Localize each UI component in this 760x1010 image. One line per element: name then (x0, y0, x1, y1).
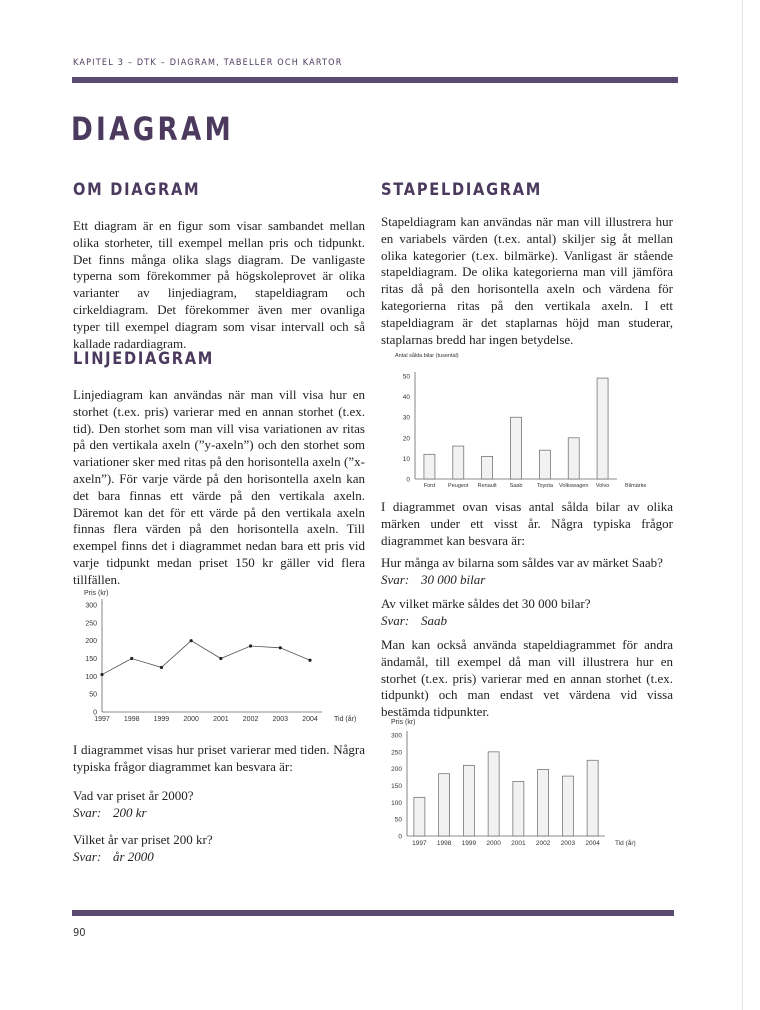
x-tick-label: 1998 (436, 840, 452, 847)
data-point (219, 657, 222, 660)
y-tick-label: 50 (402, 373, 410, 381)
answer-value: Saab (421, 612, 447, 628)
data-point (130, 657, 133, 660)
question-1-right (381, 555, 663, 589)
x-tick-label: 2001 (213, 716, 229, 723)
bar (453, 446, 464, 479)
y-tick-label: 250 (391, 749, 402, 757)
question-1-left (73, 788, 194, 822)
heading-om-diagram: OM DIAGRAM (73, 180, 201, 200)
data-point (100, 673, 103, 676)
x-axis-label: Tid (år) (334, 716, 357, 723)
bar (482, 456, 493, 479)
page-edge-line (742, 0, 743, 1010)
x-tick-label: 1997 (94, 716, 110, 723)
bar (597, 378, 608, 479)
question-text: Vilket år var priset 200 kr? (73, 832, 213, 847)
y-tick-label: 200 (85, 638, 97, 646)
line-chart-price (72, 585, 372, 725)
question-text: Hur många av bilarna som såldes var av märket Saab? (381, 555, 663, 570)
answer-text (381, 572, 663, 589)
y-axis-label: Pris (kr) (84, 590, 109, 597)
x-tick-label: 2002 (242, 716, 259, 723)
x-tick-label: 1997 (412, 840, 427, 847)
y-tick-label: 100 (391, 799, 402, 807)
paragraph-linjediagram: Linjediagram kan användas när man vill visa hur en storhet (t.ex. pris) varierar med en annan storhet (t.ex. tid). Den storhet som man vill visa variationen av ritas på den vertikala axeln (”y-axeln”) och den storhet som variationer sker med ritas på den horisontella axeln (”x-axeln”). För varje värde på den horisontella axeln kan det bara finnas ett värde på den vertikala axeln. Däremot kan det för ett värde på den vertikala axeln finnas flera värden på den horisontella axeln. Till exempel finns det i diagrammet nedan bara ett pris vid varje tidpunkt medan priset 150 kr gäller vid flera tillfällen. (73, 387, 365, 587)
price-series-line (102, 641, 310, 675)
x-axis-label: Tid (år) (615, 840, 636, 847)
answer-label: Svar: (381, 571, 410, 587)
answer-value: år 2000 (113, 848, 154, 864)
x-tick-label: 2000 (486, 840, 501, 847)
heading-stapeldiagram: STAPELDIAGRAM (381, 180, 543, 200)
y-axis-label: Antal sålda bilar (tusental) (395, 353, 459, 359)
bar (511, 417, 522, 479)
y-tick-label: 40 (402, 394, 410, 402)
x-tick-label: 2004 (585, 840, 600, 847)
y-tick-label: 30 (402, 414, 410, 422)
data-point (279, 646, 282, 649)
y-tick-label: 50 (89, 691, 97, 699)
x-tick-label: 2004 (302, 716, 318, 723)
bar-chart-price (381, 713, 681, 853)
answer-label: Svar: (73, 848, 102, 864)
question-2-left (73, 832, 213, 866)
paragraph-bar-chart-questions: I diagrammet ovan visas antal sålda bilar av olika märken under ett visst år. Några typiska frågor diagrammet kan besvara är: (381, 499, 673, 548)
y-tick-label: 10 (402, 455, 410, 463)
question-2-right (381, 596, 591, 630)
paragraph-stapel-more: Man kan också använda stapeldiagrammet för andra ändamål, till exempel då man vill illustrera hur en storhet (t.ex. pris) varierar med en annan storhet (t.ex. tidpunkt) och man endast vet värdena vid vissa bestämda tidpunkter. (381, 637, 673, 720)
answer-text (381, 613, 591, 630)
x-tick-label: Ford (423, 483, 436, 489)
x-tick-label: 2003 (560, 840, 576, 847)
bar (439, 774, 450, 836)
answer-value: 30 000 bilar (421, 571, 486, 587)
answer-label: Svar: (73, 804, 102, 820)
x-tick-label: Volkswagen (559, 483, 589, 489)
heading-linjediagram: LINJEDIAGRAM (73, 349, 215, 369)
y-tick-label: 0 (398, 833, 402, 841)
y-tick-label: 250 (85, 620, 97, 628)
bar (424, 454, 435, 479)
bar (463, 765, 474, 836)
bar (539, 450, 550, 479)
bar (513, 781, 524, 836)
x-tick-label: Renault (477, 483, 497, 489)
answer-value: 200 kr (113, 804, 147, 820)
bar (562, 776, 573, 836)
x-tick-label: 1998 (123, 716, 140, 723)
x-tick-label: 2000 (183, 716, 199, 723)
y-tick-label: 100 (85, 673, 97, 681)
question-text: Av vilket märke såldes det 30 000 bilar? (381, 596, 591, 611)
y-tick-label: 300 (391, 732, 402, 740)
x-axis-label: Bilmärke (625, 483, 647, 489)
bar (414, 797, 425, 836)
y-tick-label: 0 (93, 709, 97, 717)
paragraph-om-diagram: Ett diagram är en figur som visar sambandet mellan olika storheter, till exempel mellan pris och tidpunkt. Det finns många olika slags diagram. De vanligaste typerna som förekommer på högskoleprovet är olika varianter av linjediagram, stapeldiagram och cirkeldiagram. Det förekommer även mer ovanliga typer till exempel diagram som visar intervall och så kallade radardiagram. (73, 218, 365, 351)
bar (568, 438, 579, 479)
y-tick-label: 20 (402, 435, 410, 443)
x-tick-label: Volvo (595, 483, 610, 489)
y-tick-label: 300 (85, 602, 97, 610)
answer-text (73, 849, 213, 866)
page-number: 90 (73, 926, 86, 939)
x-tick-label: 1999 (153, 716, 170, 723)
x-tick-label: Saab (509, 483, 523, 489)
paragraph-line-chart-questions: I diagrammet visas hur priset varierar med tiden. Några typiska frågor diagrammet kan besvara är: (73, 742, 365, 774)
data-point (308, 659, 311, 662)
header-rule (72, 77, 678, 83)
data-point (249, 644, 252, 647)
x-tick-label: Toyota (536, 483, 553, 489)
y-tick-label: 150 (85, 656, 97, 663)
bar (538, 769, 549, 836)
bar (488, 752, 499, 836)
footer-rule (72, 910, 674, 916)
x-tick-label: 2002 (535, 840, 551, 847)
question-text: Vad var priset år 2000? (73, 788, 194, 803)
y-tick-label: 150 (391, 783, 402, 790)
x-tick-label: 2001 (511, 840, 526, 847)
bar (587, 760, 598, 836)
page-title: DIAGRAM (71, 110, 234, 148)
running-header: KAPITEL 3 – DTK – DIAGRAM, TABELLER OCH KARTOR (73, 58, 343, 68)
bar-chart-cars (381, 350, 681, 495)
answer-label: Svar: (381, 612, 410, 628)
data-point (160, 666, 163, 669)
paragraph-stapeldiagram: Stapeldiagram kan användas när man vill illustrera hur en variabels värden (t.ex. antal) skiljer sig åt mellan olika kategorier (t.ex. bilmärke). Vanligast är stående stapeldiagram. De olika kategorierna man vill jämföra ritas då på den horisontella axeln och värdena för kategorierna ritas på den vertikala axeln. I ett stapeldiagram är det staplarnas höjd man studerar, staplarnas bredd har ingen betydelse. (381, 214, 673, 347)
x-tick-label: Peugeot (448, 483, 469, 489)
y-tick-label: 0 (406, 476, 410, 484)
y-axis-label: Pris (kr) (391, 719, 416, 726)
x-tick-label: 2003 (272, 716, 289, 723)
data-point (190, 639, 193, 642)
answer-text (73, 805, 194, 822)
x-tick-label: 1999 (461, 840, 477, 847)
y-tick-label: 50 (394, 816, 402, 824)
y-tick-label: 200 (391, 766, 402, 774)
